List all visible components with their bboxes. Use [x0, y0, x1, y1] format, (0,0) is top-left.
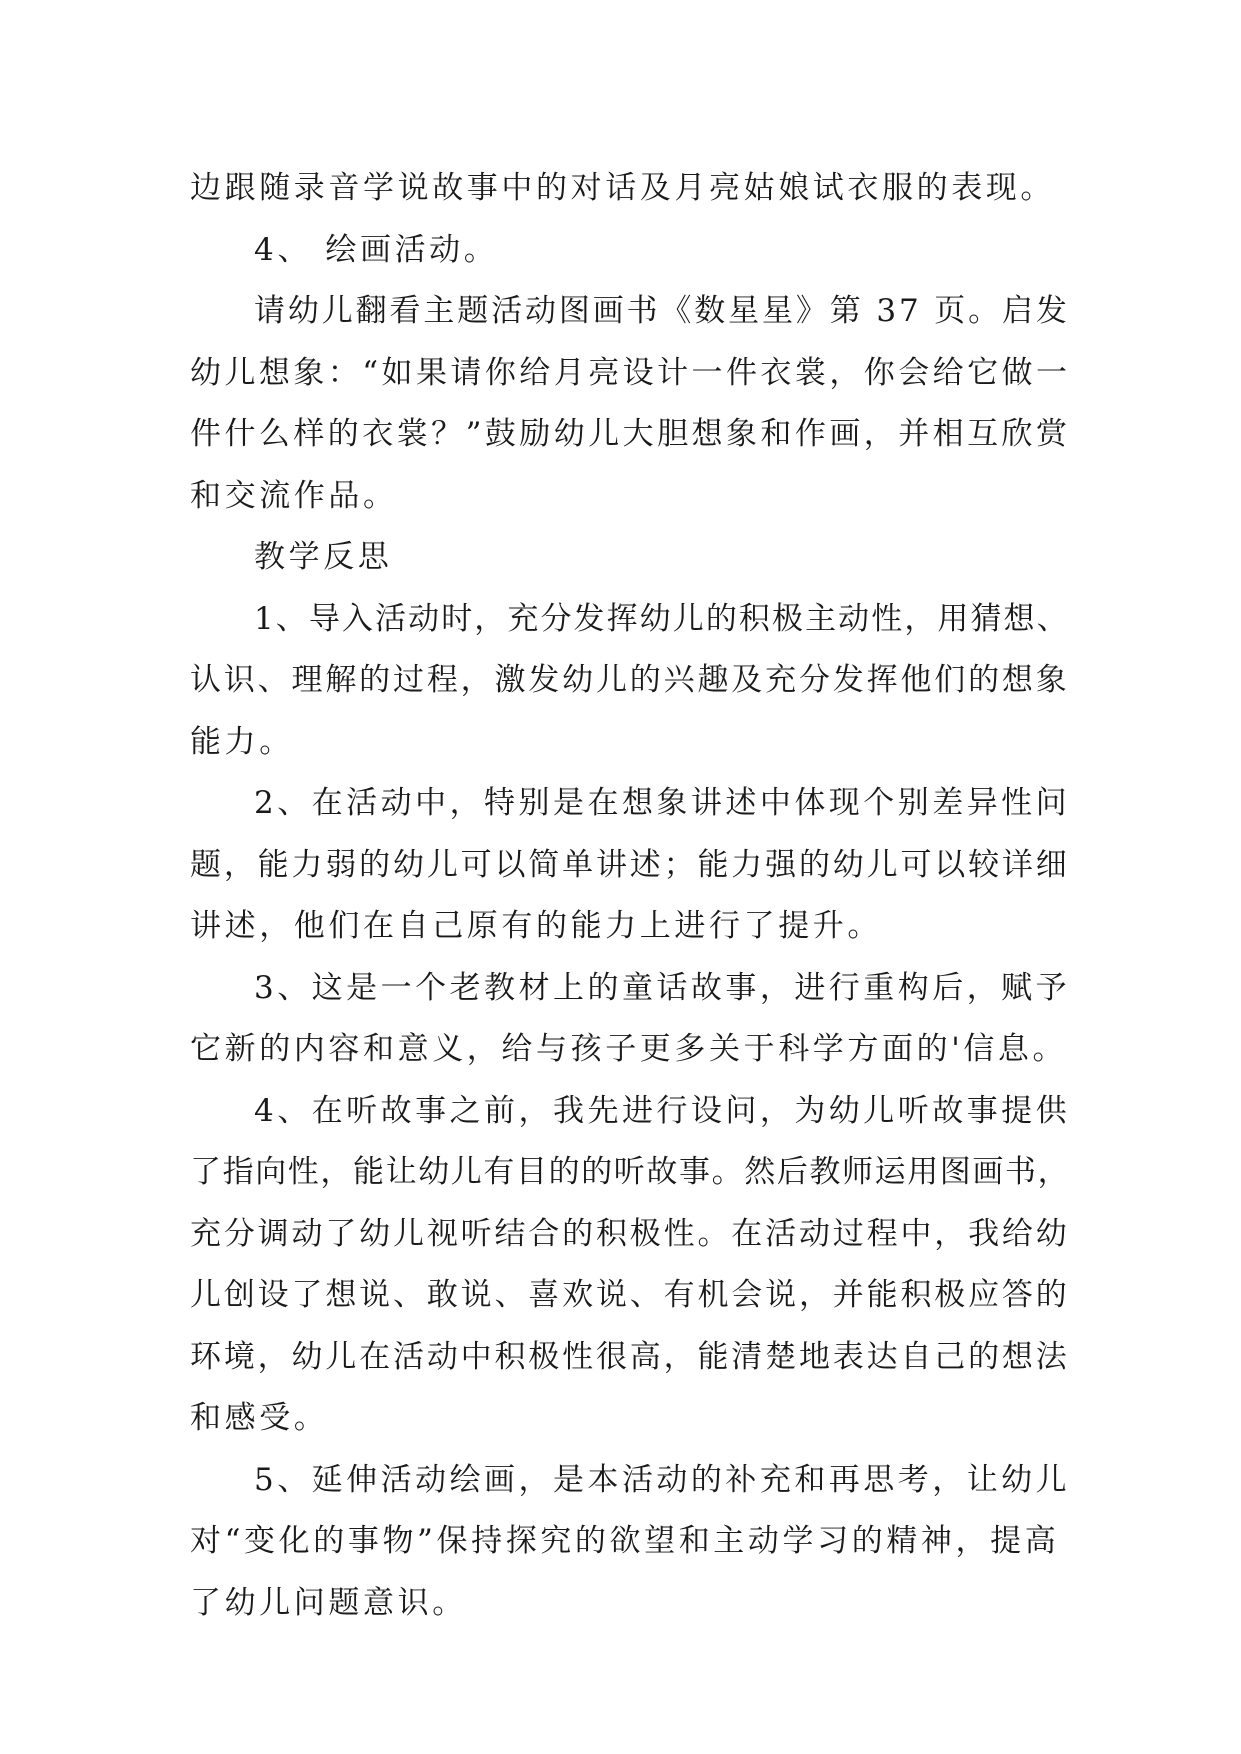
- text-line: 2、在活动中，特别是在想象讲述中体现个别差异性问: [254, 785, 1071, 821]
- text-line: 件什么样的衣裳？”鼓励幼儿大胆想象和作画，并相互欣赏: [190, 416, 1071, 452]
- text-line: 题，能力弱的幼儿可以简单讲述；能力强的幼儿可以较详细: [190, 846, 1070, 883]
- text-line: 儿创设了想说、敢说、喜欢说、有机会说，并能积极应答的: [190, 1277, 1070, 1313]
- text-line: 幼儿想象：“如果请你给月亮设计一件衣裳，你会给它做一: [190, 354, 1071, 391]
- text-line: 和感受。: [190, 1400, 329, 1436]
- text-line: 对“变化的事物”保持探究的欲望和主动学习的精神，提高: [190, 1523, 1060, 1559]
- text-line: 请幼儿翻看主题活动图画书《数星星》第 37 页。启发: [254, 293, 1070, 329]
- text-line: 和交流作品。: [190, 477, 398, 514]
- text-line: 它新的内容和意义，给与孩子更多关于科学方面的'信息。: [190, 1031, 1068, 1067]
- text-line: 充分调动了幼儿视听结合的积极性。在活动过程中，我给幼: [190, 1215, 1070, 1252]
- text-line: 4、在听故事之前，我先进行设问，为幼儿听故事提供: [254, 1092, 1071, 1129]
- text-line: 了指向性，能让幼儿有目的的听故事。然后教师运用图画书，: [190, 1154, 1071, 1190]
- text-line: 4、 绘画活动。: [254, 231, 499, 268]
- text-line: 认识、理解的过程，激发幼儿的兴趣及充分发挥他们的想象: [190, 662, 1070, 698]
- text-line: 3、这是一个老教材上的童话故事，进行重构后，赋予: [254, 969, 1071, 1006]
- text-line: 1、导入活动时，充分发挥幼儿的积极主动性，用猜想、: [254, 600, 1070, 637]
- text-line: 教学反思: [254, 539, 393, 575]
- text-line: 5、延伸活动绘画，是本活动的补充和再思考，让幼儿: [254, 1461, 1071, 1498]
- text-line: 了幼儿问题意识。: [190, 1584, 467, 1621]
- text-line: 能力。: [190, 723, 294, 760]
- text-line: 边跟随录音学说故事中的对话及月亮姑娘试衣服的表现。: [190, 170, 1055, 206]
- text-line: 讲述，他们在自己原有的能力上进行了提升。: [190, 908, 882, 944]
- text-line: 环境，幼儿在活动中积极性很高，能清楚地表达自己的想法: [190, 1338, 1070, 1375]
- document-body: [190, 158, 1071, 1634]
